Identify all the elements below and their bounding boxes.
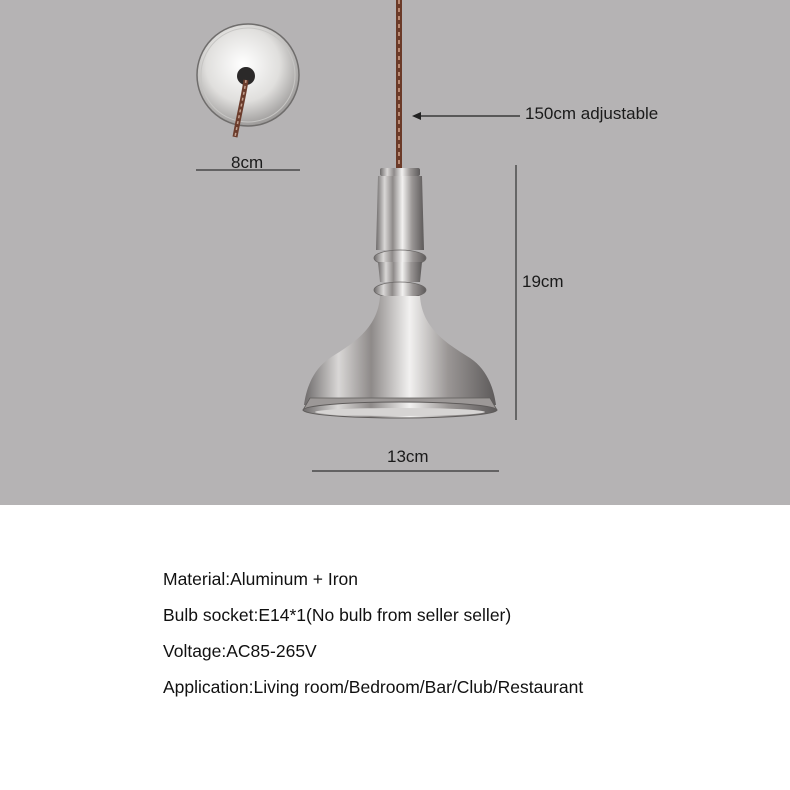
specification-list — [163, 565, 583, 709]
canopy — [197, 24, 299, 137]
canopy-diameter-label: 8cm — [231, 153, 264, 172]
cord-length-label: 150cm adjustable — [525, 104, 659, 123]
spec-application: Application:Living room/Bedroom/Bar/Club/Restaurant — [163, 677, 584, 697]
height-label: 19cm — [522, 272, 564, 291]
spec-voltage: Voltage:AC85-265V — [163, 641, 317, 661]
lamp-body — [303, 168, 497, 418]
cord-length-arrow — [412, 112, 520, 120]
spec-material: Material:Aluminum + Iron — [163, 569, 359, 589]
spec-bulb-socket: Bulb socket:E14*1(No bulb from seller seller) — [163, 605, 512, 625]
shade-diameter-label: 13cm — [387, 447, 429, 466]
